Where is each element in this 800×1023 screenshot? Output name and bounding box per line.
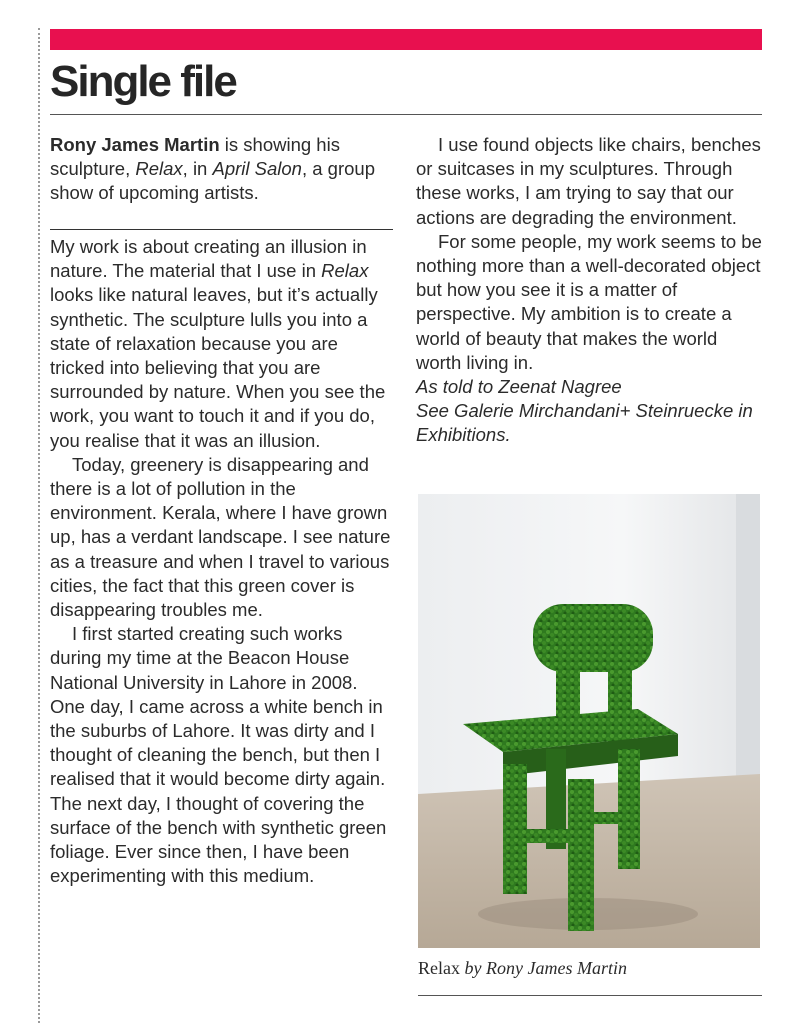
see-text: See Galerie Mirchandani+ Steinruecke in Exhibitions. — [416, 400, 753, 446]
left-paragraph-3: I first started creating such works during my time at the Beacon House National University in Lahore in 2008. One day, I came across a white bench in the suburbs of Lahore. It was dirty and I thought of cleaning the bench, but then I realised that it would become dirty again. The next day, I thought of covering the surface of the bench with synthetic green foliage. Ever since then, I have been experimenting with this medium. — [50, 623, 387, 887]
right-column-body — [416, 133, 762, 448]
artist-name: Rony James Martin — [50, 134, 220, 155]
caption-title: Relax — [418, 958, 460, 978]
caption-artist: Rony James Martin — [486, 958, 627, 978]
intro-text-1: is showing his sculpture, — [50, 134, 340, 180]
right-paragraph-1: I use found objects like chairs, benches or suitcases in my sculptures. Through these works, I am trying to say that our actions are degrading the environment. — [416, 134, 761, 228]
caption-by: by — [460, 958, 486, 978]
intro-paragraph — [50, 133, 395, 206]
p1-text-a: My work is about creating an illusion in nature. The material that I use in — [50, 236, 367, 282]
intro-block — [50, 133, 395, 206]
left-column-body — [50, 235, 395, 888]
section-color-bar — [50, 29, 762, 50]
headline-rule — [50, 114, 762, 115]
page-margin-dotted-line — [38, 28, 40, 1023]
p1-work-title: Relax — [321, 260, 369, 282]
author-credit — [416, 375, 762, 399]
left-paragraph-2: Today, greenery is disappearing and there is a lot of pollution in the environment. Kerala, where I have grown up, has a verdant landscape. I see nature as a treasure and when I travel to various cities, the fact that this green cover is disappearing troubles me. — [50, 453, 391, 621]
caption-rule — [418, 995, 762, 996]
chair-sculpture-image — [418, 494, 760, 948]
exhibition-reference — [416, 399, 762, 447]
credit-text: As told to Zeenat Nagree — [416, 376, 622, 398]
intro-text-2: , in — [182, 158, 213, 180]
left-paragraph-1 — [50, 235, 395, 453]
photo-caption — [418, 958, 760, 979]
p1-text-b: looks like natural leaves, but it’s actually synthetic. The sculpture lulls you into a state of relaxation because you are tricked into believing that you are surrounded by nature. When you see the work, you want to touch it and if you do, you realise that it was an illusion. — [50, 284, 386, 451]
article-headline: Single file — [50, 57, 236, 106]
intro-rule — [50, 229, 393, 230]
intro-show-title: April Salon — [212, 158, 302, 180]
sculpture-photo — [418, 494, 760, 948]
intro-text-3: , a group show of upcoming artists. — [50, 158, 375, 204]
right-paragraph-2: For some people, my work seems to be nothing more than a well-decorated object but how you see it is a matter of perspective. My ambition is to create a world of beauty that makes the world worth living in. — [416, 230, 762, 373]
intro-work-title: Relax — [135, 158, 183, 180]
